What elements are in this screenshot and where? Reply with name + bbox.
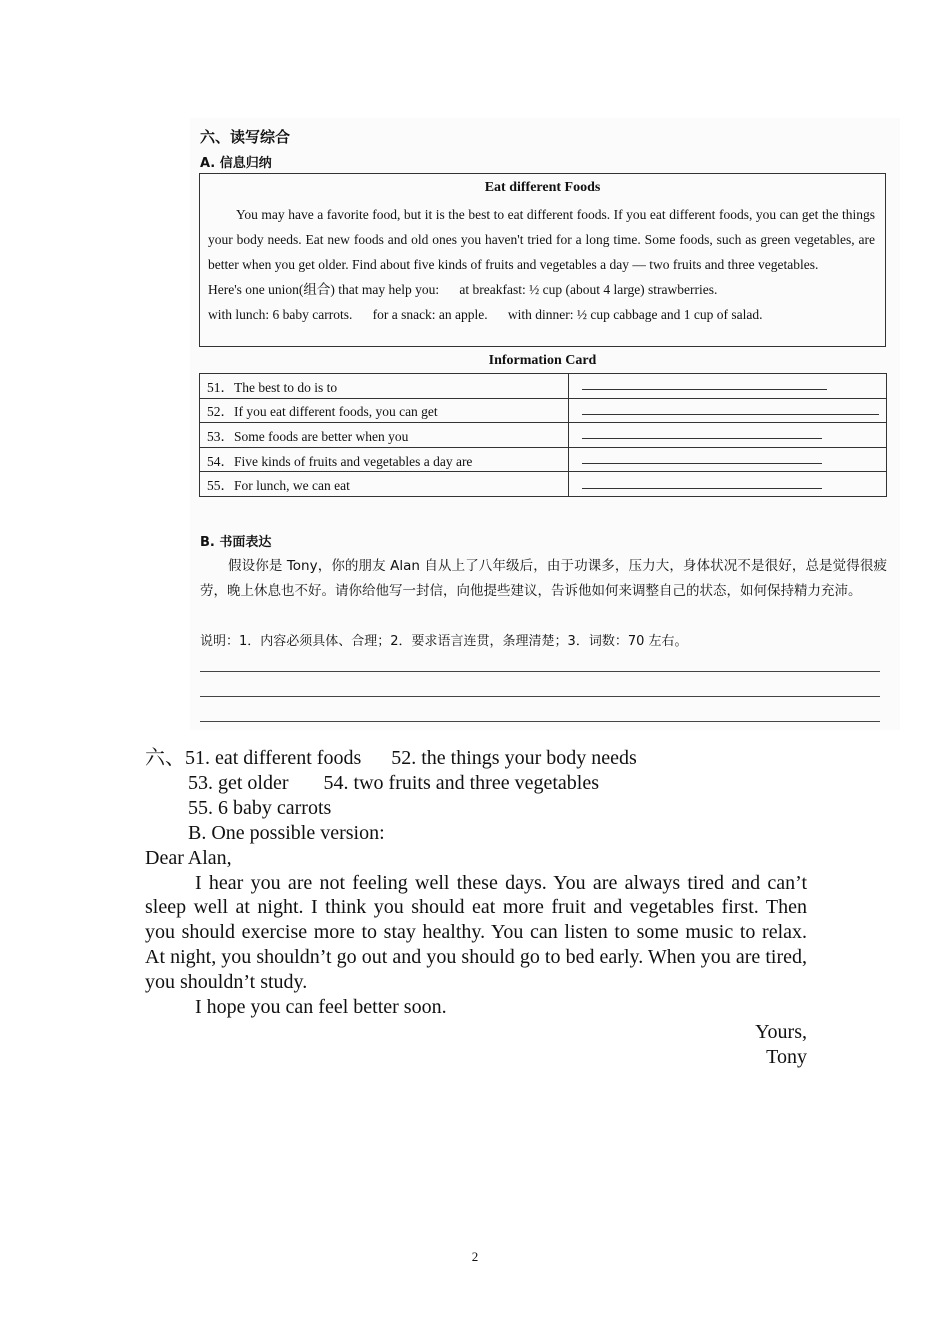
letter-greeting: Dear Alan,: [145, 846, 232, 869]
table-row: [200, 374, 887, 399]
passage-paragraph: You may have a favorite food, but it is the best to eat different foods. If you eat different foods, you can get the things your body needs. Eat new foods and old ones you haven't tried for a long time. Some foods, such as green vegetables, are better when you get older. Find about five kinds of fruits and vegetables a day — two fruits and three vegetables.: [208, 207, 875, 272]
letter-paragraph: I hope you can feel better soon.: [195, 996, 447, 1019]
part-a-label: A. 信息归纳: [200, 156, 272, 171]
letter-paragraph: I hear you are not feeling well these days. You are always tired and can’t sleep well at night. I think you should eat more fruit and vegetables first. Then you should exercise more to stay healthy. You can listen to some music to relax. At night, you shouldn’t go out and you should go to bed early. When you are tired, you shouldn’t study.: [145, 871, 807, 994]
answer-line: B. One possible version:: [188, 821, 385, 844]
answer-blank[interactable]: [582, 476, 822, 489]
letter-signature: Tony: [766, 1045, 807, 1068]
answer-key: [145, 746, 807, 1070]
letter-closing: Yours,: [755, 1020, 807, 1043]
question-cell: 54．Five kinds of fruits and vegetables a day are: [200, 447, 569, 472]
answer-line: 53. get older 54. two fruits and three vegetables: [188, 771, 599, 794]
answer-line: 55. 6 baby carrots: [188, 796, 332, 819]
answer-cell[interactable]: [569, 472, 887, 497]
writing-line[interactable]: [200, 696, 880, 697]
writing-instructions: 说明：1．内容必须具体、合理；2．要求语言连贯，条理清楚；3．词数：70 左右。: [200, 634, 688, 649]
info-card-title: Information Card: [488, 353, 597, 368]
prompt-text: 假设你是 Tony，你的朋友 Alan 自从上了八年级后，由于功课多，压力大，身体状况不是很好，总是觉得很疲劳，晚上休息也不好。请你给他写一封信，向他提些建议，告诉他如何来调整自己的状态，如何保持精力充沛。: [200, 558, 887, 599]
section-title: 六、读写综合: [200, 128, 291, 146]
answer-blank[interactable]: [582, 426, 822, 439]
question-cell: 55．For lunch, we can eat: [200, 472, 569, 497]
question-cell: 51．The best to do is to: [200, 374, 569, 399]
answer-cell[interactable]: [569, 398, 887, 423]
model-letter: [145, 846, 807, 1070]
passage-union-line: Here's one union(组合) that may help you: at breakfast: ½ cup (about 4 large) strawberries.: [208, 282, 718, 297]
table-row: [200, 472, 887, 497]
answer-cell[interactable]: [569, 374, 887, 399]
answer-blank[interactable]: [582, 402, 879, 415]
passage-body: [208, 202, 875, 327]
writing-line[interactable]: [200, 721, 880, 722]
page-number: 2: [471, 1249, 479, 1264]
info-card-table: [199, 373, 887, 497]
reading-passage: [199, 173, 886, 347]
table-row: [200, 447, 887, 472]
answer-line: 六、51. eat different foods 52. the things your body needs: [145, 747, 637, 769]
question-cell: 52．If you eat different foods, you can get: [200, 398, 569, 423]
passage-meals-line: with lunch: 6 baby carrots. for a snack: an apple. with dinner: ½ cup cabbage and 1 cup of salad.: [208, 307, 763, 322]
writing-prompt: [200, 554, 887, 604]
answer-cell[interactable]: [569, 447, 887, 472]
table-row: [200, 423, 887, 448]
answer-cell[interactable]: [569, 423, 887, 448]
writing-line[interactable]: [200, 671, 880, 672]
part-b-label: B. 书面表达: [200, 535, 272, 550]
question-cell: 53．Some foods are better when you: [200, 423, 569, 448]
answer-blank[interactable]: [582, 377, 827, 390]
answer-blank[interactable]: [582, 451, 822, 464]
passage-title: Eat different Foods: [484, 180, 601, 195]
table-row: [200, 398, 887, 423]
